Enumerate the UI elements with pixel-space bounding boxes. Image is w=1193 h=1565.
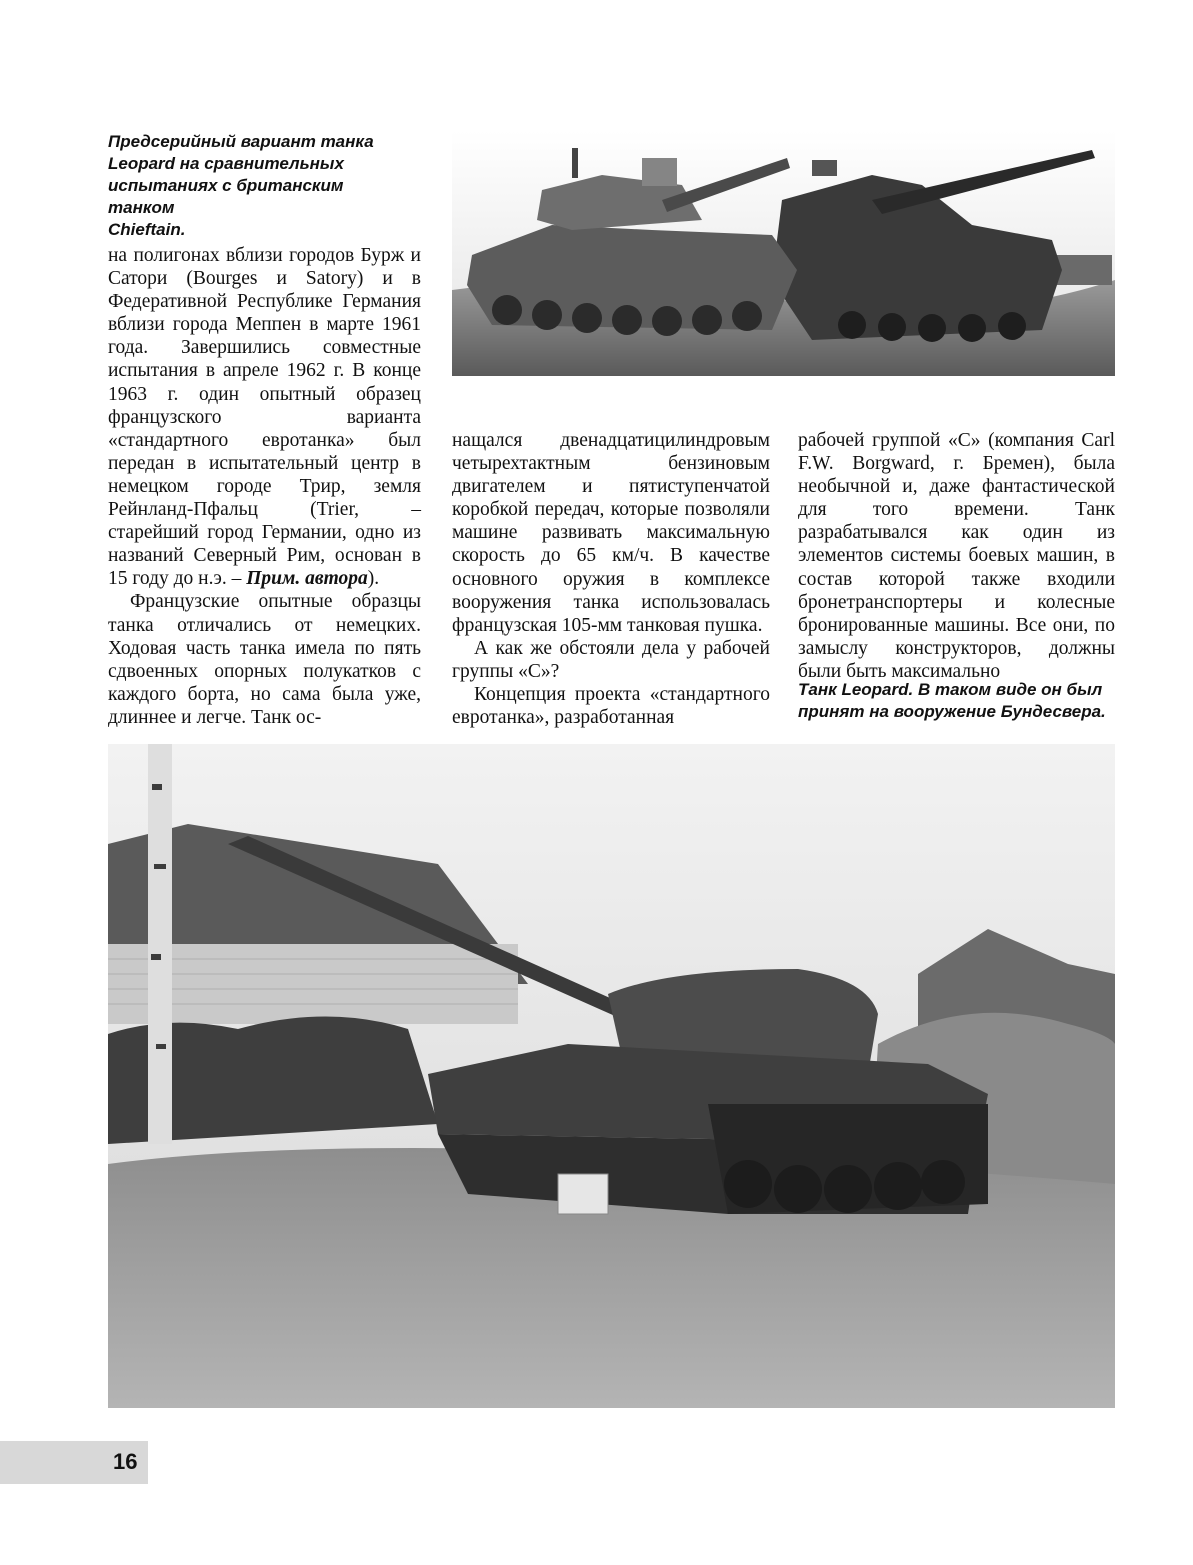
paragraph: рабочей группой «С» (компания Carl F.W. Borgward, г. Бремен), была необычной и, даже фантастической для того времени. Танк разрабатывался как один из элементов системы боевых машин, в состав которой также входили бронетранспортеры и колесные бронированные машины. Все они, по замыслу конструкторов, должны были быть максимально [798, 430, 1115, 682]
photo-leopard-chieftain [452, 130, 1115, 376]
paragraph: А как же обстояли дела у рабочей группы «С»? [452, 637, 770, 682]
page-number: 16 [113, 1449, 138, 1474]
text-column-2 [452, 429, 770, 729]
photo-caption-bottom: Танк Leopard. В таком виде он был принят на вооружение Бундесвера. [798, 680, 1106, 721]
paragraph: на полигонах вблизи городов Бурж и Сатори (Bourges и Satory) и в Федеративной Республике Германия вблизи города Меппен в марте 1961 года. Завершились совместные испытания в апреле 1962 г. В конце 1963 г. один опытный образец французского варианта «стандартного евротанка» был передан в испытательный центр в немецком городе Трир, земля Рейнланд-Пфальц (Trier, – старейший город Германии, одно из названий Северный Рим, основан в 15 году до н.э. – Прим. автора). [108, 245, 421, 590]
tanks-comparison-image [452, 130, 1115, 376]
photo-leopard-museum [108, 744, 1115, 1408]
author-note: Прим. автора [246, 568, 368, 590]
paragraph: Французские опытные образцы танка отличались от немецких. Ходовая часть танка имела по пять сдвоенных опорных полукатков с каждого борта, но сама была уже, длиннее и легче. Танк ос- [108, 591, 421, 728]
text-column-3 [798, 429, 1115, 683]
paragraph: нащался двенадцатицилиндровым четырехтактным бензиновым двигателем и пятиступенчатой коробкой передач, которые позволяли машине развивать максимальную скорость до 65 км/ч. В качестве основного оружия в комплексе вооружения танка использовалась французская 105-мм танковая пушка. [452, 430, 770, 636]
leopard-tank-image [108, 744, 1115, 1408]
text-column-1 [108, 244, 421, 729]
photo-caption-top: Предсерийный вариант танка Leopard на сравнительных испытаниях с британским танком Chieftain. [108, 132, 374, 239]
paragraph: Концепция проекта «стандартного евротанка», разработанная [452, 684, 770, 729]
